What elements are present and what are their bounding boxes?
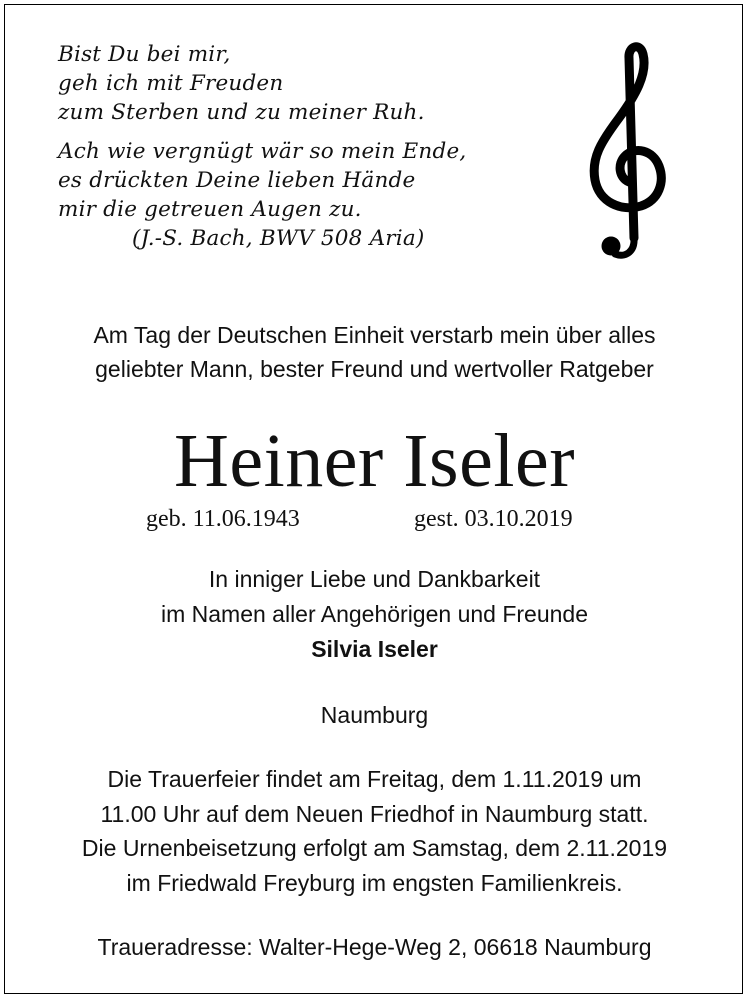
intro-text (0, 318, 749, 386)
ceremony-info (0, 762, 749, 900)
poem (58, 40, 558, 253)
signer-name: Silvia Iseler (311, 636, 438, 662)
poem-line: geh ich mit Freuden (58, 71, 284, 96)
ceremony-line: im Friedwald Freyburg im engsten Familienkreis. (126, 869, 623, 896)
ceremony-line: Die Urnenbeisetzung erfolgt am Samstag, dem 2.11.2019 (81, 835, 668, 861)
birth-date: geb. 11.06.1943 (146, 506, 300, 532)
intro-line: geliebter Mann, bester Freund und wertvoller Ratgeber (95, 356, 654, 382)
ceremony-line: Die Trauerfeier findet am Freitag, dem 1.11.2019 um (107, 766, 642, 792)
poem-source: (J.-S. Bach, BWV 508 Aria) (132, 226, 425, 251)
mourning-address: Traueradresse: Walter-Hege-Weg 2, 06618 Naumburg (97, 934, 652, 960)
treble-clef-icon (585, 38, 675, 260)
place-name: Naumburg (320, 702, 429, 728)
poem-line: es drückten Deine lieben Hände (58, 168, 416, 193)
ceremony-line: 11.00 Uhr auf dem Neuen Friedhof in Naumburg statt. (100, 800, 649, 827)
poem-line: Ach wie vergnügt wär so mein Ende, (58, 139, 467, 164)
deceased-name: Heiner Iseler (173, 419, 576, 503)
intro-line: Am Tag der Deutschen Einheit verstarb mein über alles (93, 322, 656, 348)
poem-line: mir die getreuen Augen zu. (58, 197, 362, 222)
death-date: gest. 03.10.2019 (414, 506, 573, 532)
poem-line: Bist Du bei mir, (58, 42, 231, 67)
mourners-text (0, 562, 749, 667)
mourners-line: im Namen aller Angehörigen und Freunde (160, 601, 589, 627)
stanza-gap (58, 127, 558, 137)
mourners-line: In inniger Liebe und Dankbarkeit (208, 566, 541, 592)
poem-line: zum Sterben und zu meiner Ruh. (58, 100, 425, 125)
